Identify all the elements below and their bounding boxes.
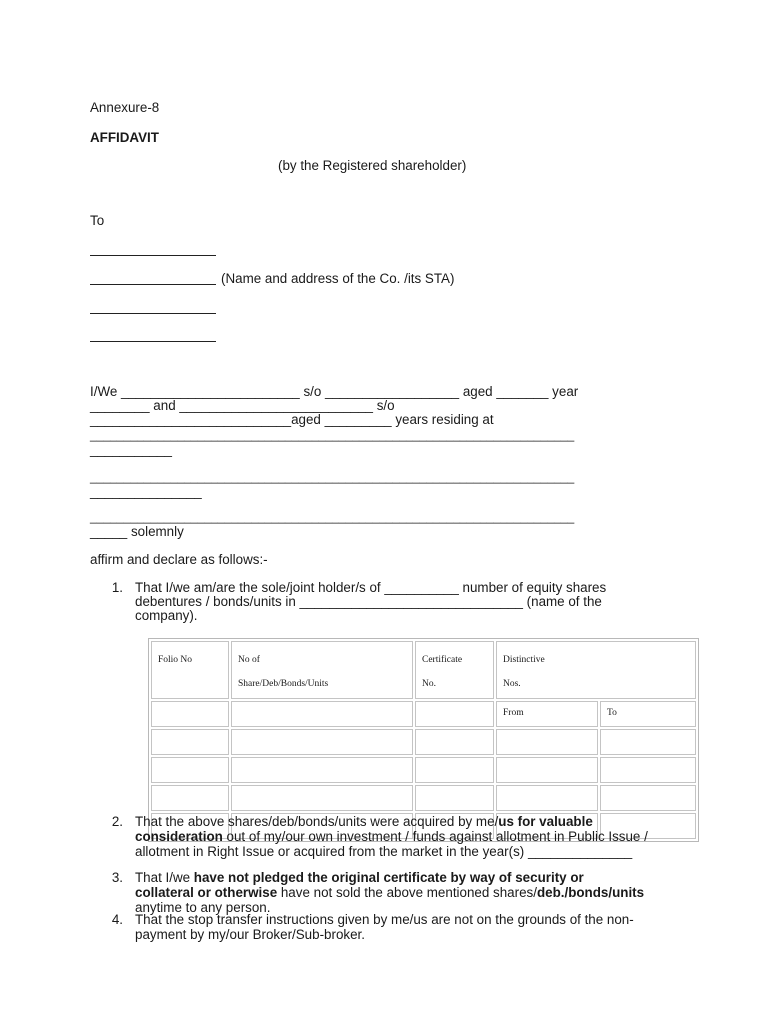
from-header: From bbox=[496, 701, 598, 727]
item-2-number: 2. bbox=[111, 814, 123, 829]
no-of-header-line-1: No of bbox=[238, 655, 260, 665]
annexure-label: Annexure-8 bbox=[90, 100, 160, 115]
table-cell[interactable] bbox=[496, 757, 598, 783]
declarant-line-2: ________ and __________________________ s/o bbox=[90, 398, 395, 413]
item-1-text-line-3: company). bbox=[135, 608, 198, 623]
table-row bbox=[151, 757, 696, 783]
item-1-number: 1. bbox=[111, 580, 123, 595]
address-blank-line-4[interactable] bbox=[90, 341, 216, 342]
address-blank-line-3[interactable] bbox=[90, 313, 216, 314]
certificate-header bbox=[415, 641, 494, 699]
no-of-header-line-2: Share/Deb/Bonds/Units bbox=[238, 679, 329, 689]
table-cell[interactable] bbox=[496, 785, 598, 811]
table-subheader-row bbox=[151, 701, 696, 727]
declarant-line-4: ________________________________________________________________________ bbox=[90, 428, 575, 442]
table-cell[interactable] bbox=[151, 785, 229, 811]
to-header: To bbox=[600, 701, 696, 727]
item-3-text-e: anytime to any person. bbox=[135, 900, 271, 915]
table-header-row bbox=[151, 641, 696, 699]
distinctive-header-line-1: Distinctive bbox=[503, 655, 545, 665]
item-1-text-line-1: That I/we am/are the sole/joint holder/s of __________ number of equity shares bbox=[135, 580, 607, 595]
item-3-number: 3. bbox=[111, 870, 123, 885]
item-2-text bbox=[135, 814, 670, 859]
declarant-line-6: ________________________________________________________________________ bbox=[90, 470, 575, 484]
certificate-header-line-2: No. bbox=[422, 679, 436, 689]
certificate-header-line-1: Certificate bbox=[422, 655, 463, 665]
table-row bbox=[151, 729, 696, 755]
table-cell[interactable] bbox=[415, 757, 494, 783]
table-cell[interactable] bbox=[151, 701, 229, 727]
table-cell[interactable] bbox=[415, 701, 494, 727]
address-note: (Name and address of the Co. /its STA) bbox=[221, 271, 455, 286]
to-label: To bbox=[90, 213, 105, 228]
item-4-text: That the stop transfer instructions given by me/us are not on the grounds of the non-payment by my/our Broker/Sub-broker. bbox=[135, 912, 634, 942]
table-cell[interactable] bbox=[231, 701, 413, 727]
table-cell[interactable] bbox=[231, 757, 413, 783]
item-3-text-a: That I/we bbox=[135, 870, 194, 885]
shareholding-table bbox=[148, 638, 699, 842]
item-1-text-line-2: debentures / bonds/units in ______________________________ (name of the bbox=[135, 594, 602, 609]
item-2-text-bold: us for valuable consideration bbox=[135, 814, 593, 844]
table-cell[interactable] bbox=[231, 729, 413, 755]
table-cell[interactable] bbox=[415, 785, 494, 811]
table-row bbox=[151, 785, 696, 811]
item-3-text-bold-2: deb./bonds/units bbox=[536, 885, 645, 900]
declarant-line-5: ___________ bbox=[90, 442, 172, 457]
distinctive-header-line-2: Nos. bbox=[503, 679, 521, 689]
table-cell[interactable] bbox=[600, 757, 696, 783]
table-cell[interactable] bbox=[151, 757, 229, 783]
declarant-line-7: _______________ bbox=[90, 484, 202, 499]
declarant-line-3: ___________________________aged _________ years residing at bbox=[90, 412, 494, 427]
document-subtitle: (by the Registered shareholder) bbox=[278, 158, 467, 173]
address-blank-line-2[interactable] bbox=[90, 284, 216, 285]
address-blank-line-1[interactable] bbox=[90, 255, 216, 256]
item-3-text-c: have not sold the above mentioned shares/ bbox=[277, 885, 537, 900]
item-3-text-bold: have not pledged the original certificate by way of security or collateral or otherwise bbox=[135, 870, 584, 900]
folio-header-label: Folio No bbox=[158, 655, 193, 665]
table-cell[interactable] bbox=[496, 729, 598, 755]
table-cell[interactable] bbox=[415, 729, 494, 755]
item-2-text-c: out of my/our own investment / funds against allotment in Public Issue / allotment in Right Issue or acquired from the market in the year(s) ______________ bbox=[135, 829, 648, 859]
no-of-header bbox=[231, 641, 413, 699]
table-cell[interactable] bbox=[600, 785, 696, 811]
distinctive-header bbox=[496, 641, 696, 699]
declarant-line-9: _____ solemnly bbox=[90, 524, 184, 539]
item-4-number: 4. bbox=[111, 912, 123, 927]
item-3-text bbox=[135, 870, 645, 915]
declarant-line-1: I/We ________________________ s/o __________________ aged _______ year bbox=[90, 384, 579, 399]
affirm-statement: affirm and declare as follows:- bbox=[90, 552, 268, 567]
folio-header bbox=[151, 641, 229, 699]
table-cell[interactable] bbox=[151, 729, 229, 755]
item-2-text-a: That the above shares/deb/bonds/units were acquired by me/ bbox=[135, 814, 499, 829]
declarant-line-8: ________________________________________________________________________ bbox=[90, 510, 575, 524]
table-cell[interactable] bbox=[600, 729, 696, 755]
table-cell[interactable] bbox=[231, 785, 413, 811]
document-title: AFFIDAVIT bbox=[90, 130, 159, 145]
